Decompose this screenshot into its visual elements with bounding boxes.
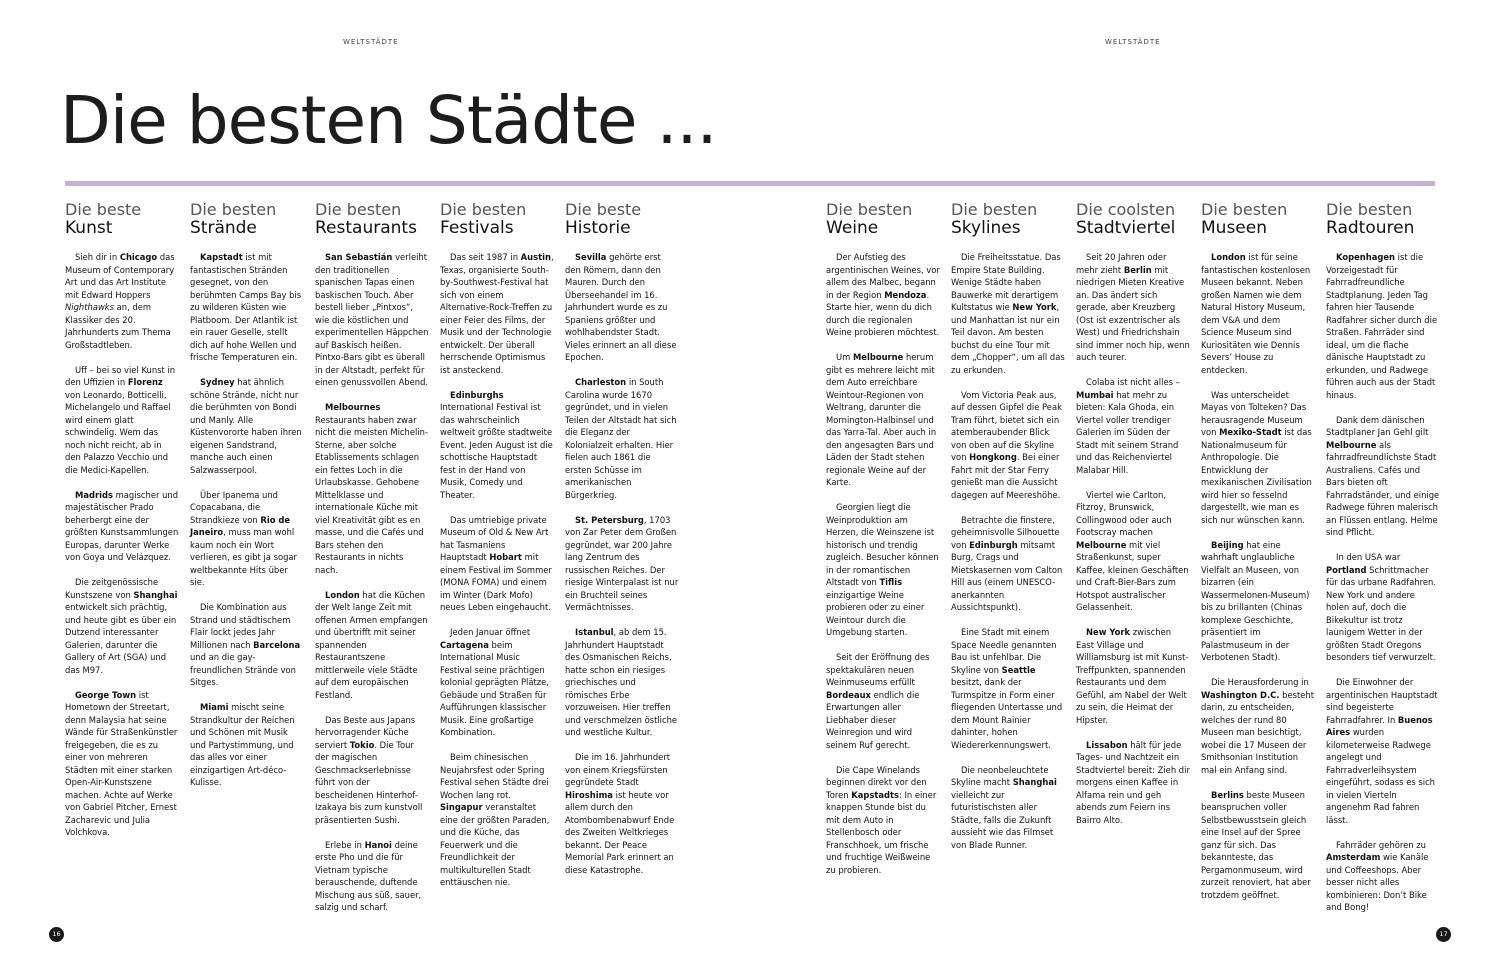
column-body <box>951 251 1065 851</box>
column-skylines <box>951 200 1065 864</box>
paragraph: Jeden Januar öffnet Cartagena beim International Music Festival seine prächtigen kolonial geprägten Plätze, Gebäude und Straßen für Aufführungen klassischer Musik. Eine großartige Kombination. <box>440 627 549 737</box>
heading-line1: Die beste <box>65 200 142 219</box>
paragraph: Das seit 1987 in Austin, Texas, organisierte South-by-Southwest-Festival hat sich von einem Alternative-Rock-Treffen zu einer Feier des Films, der Musik und der Technologie entwickelt. Der überall herrschende Optimismus ist ansteckend. <box>440 252 554 375</box>
paragraph: New York zwischen East Village und Williamsburg ist mit Kunst-Treffpunkten, spannenden Restaurants und dem Gefühl, am Nabel der Welt zu sein, die Heimat der Hipster. <box>1076 627 1189 725</box>
paragraph: Colaba ist nicht alles – Mumbai hat mehr zu bieten: Kala Ghoda, ein Viertel voller trendiger Galerien im Süden der Stadt mit seinem Strand und das Reichenviertel Malabar Hill. <box>1076 377 1180 475</box>
paragraph: Die zeitgenössische Kunstszene von Shanghai entwickelt sich prächtig, und heute gibt es über ein Dutzend interessanter Galerien, darunter die Gallery of Art (SGA) und das M97. <box>65 577 178 675</box>
heading-line1: Die besten <box>315 200 402 219</box>
column-weine <box>826 200 940 889</box>
running-head-right: WELTSTÄDTE <box>1105 38 1161 46</box>
paragraph: Berlins beste Museen beanspruchen voller Selbstbewusstsein gleich eine Insel auf der Spree ganz für sich. Das bekannteste, das Pergamonmuseum, wird zurzeit renoviert, hat aber trotzdem geöffnet. <box>1201 789 1311 900</box>
heading-line2: Kunst <box>65 218 113 238</box>
paragraph: Über Ipanema und Copacabana, die Strandkieze von Rio de Janeiro, muss man wohl kaum noch ein Wort verlieren, es gibt ja sogar weltbekannte Hits über sie. <box>190 489 297 587</box>
paragraph: Beijing hat eine wahrhaft unglaubliche Vielfalt an Museen, von bizarren (ein Wassermelonen-Museum) bis zu brillanten (Chinas komplexe Geschichte, präsentiert im Palastmuseum in der Verbotenen Stadt). <box>1201 539 1310 662</box>
heading-line1: Die besten <box>951 200 1038 219</box>
column-restaurants <box>315 200 429 926</box>
paragraph: Istanbul, ab dem 15. Jahrhundert Hauptstadt des Osmanischen Reichs, hatte schon ein riesiges griechisches und römisches Erbe vorzuweisen. Hier treffen und verschmelzen östliche und westliche Kultur. <box>565 627 678 737</box>
heading-line2: Stadtviertel <box>1076 218 1176 238</box>
paragraph: George Town ist Hometown der Streetart, denn Malaysia hat seine Wände für Straßenkünstler freigegeben, die es zu einer von mehreren Städten mit einer starken Open-Air-Kunstszene machen. Achte auf Werke von Gabriel Pitcher, Ernest Zacharevic und Julia Volchkova. <box>65 689 178 837</box>
column-body <box>1326 251 1440 914</box>
paragraph: Was unterscheidet Mayas von Tolteken? Das herausragende Museum von Mexiko-Stadt ist das Nationalmuseum für Anthropologie. Die Entwicklung der mexikanischen Zivilisation wird hier so fesselnd dargestellt, wie man es sich nur wünschen kann. <box>1201 389 1312 525</box>
heading-line2: Museen <box>1201 218 1267 238</box>
heading-line1: Die beste <box>565 200 642 219</box>
column-heading <box>565 200 679 238</box>
paragraph: Melbournes Restaurants haben zwar nicht die meisten Michelin-Sterne, aber solche Etablissements schlagen ein fettes Loch in die Urlaubskasse. Gehobene Mittelklasse und internationale Küche mit viel Kreativität gibt es en masse, und die Cafés und Bars stehen den Restaurants in nichts nach. <box>315 402 428 575</box>
heading-line2: Strände <box>190 218 257 238</box>
paragraph: Uff – bei so viel Kunst in den Uffizien in Florenz von Leonardo, Botticelli, Michelangelo und Raffael wird einem glatt schwindelig. Wem das noch nicht reicht, ab in den Palazzo Vecchio und die Medici-Kapellen. <box>65 364 176 475</box>
paragraph: Eine Stadt mit einem Space Needle genannten Bau ist unfehlbar. Die Skyline von Seattle besitzt, dank der Turmspitze in Form einer fliegenden Untertasse und dem Mount Rainier dahinter, hohen Wiedererkennungswert. <box>951 627 1063 750</box>
column-body <box>65 251 179 839</box>
heading-line1: Die besten <box>440 200 527 219</box>
paragraph: Kapstadt ist mit fantastischen Stränden gesegnet, von den berühmten Camps Bay bis zu wilderen Küsten wie Platboom. Der Atlantik ist ein rauer Geselle, stellt dich auf hohe Wellen und frische Temperaturen ein. <box>190 252 302 362</box>
column-straende <box>190 200 304 801</box>
heading-line2: Restaurants <box>315 218 417 238</box>
column-heading <box>826 200 940 238</box>
heading-line2: Radtouren <box>1326 218 1415 238</box>
column-body <box>1076 251 1190 826</box>
paragraph: Seit der Eröffnung des spektakulären neuen Weinmuseums erfüllt Bordeaux endlich die Erwartungen aller Liebhaber dieser Weinregion und wird seinem Ruf gerecht. <box>826 652 930 750</box>
column-body <box>1201 251 1315 901</box>
title-rule <box>65 181 1435 186</box>
paragraph: Beim chinesischen Neujahrsfest oder Spring Festival sehen Städte drei Wochen lang rot. Singapur veranstaltet eine der größten Paraden, und die Küche, das Feuerwerk und die Freundlichkeit der multikulturellen Stadt enttäuschen nie. <box>440 752 550 887</box>
page-number-left: 16 <box>49 927 64 942</box>
heading-line1: Die besten <box>1326 200 1413 219</box>
running-head-left: WELTSTÄDTE <box>343 38 399 46</box>
paragraph: Seit 20 Jahren oder mehr zieht Berlin mit niedrigen Mieten Kreative an. Das ändert sich gerade, aber Kreuzberg (Ost ist exzentrischer als West) und Friedrichshain sind immer noch hip, wenn auch teurer. <box>1076 252 1190 362</box>
paragraph: In den USA war Portland Schrittmacher für das urbane Radfahren. New York und andere holen auf, doch die Bikekultur ist trotz launigem Wetter in der größten Stadt Oregons besonders tief verwurzelt. <box>1326 552 1437 662</box>
column-body <box>315 251 429 914</box>
paragraph: Die neonbeleuchtete Skyline macht Shanghai vielleicht zur futuristischsten aller Städte, falls die Zukunft aussieht wie das Filmset von Blade Runner. <box>951 764 1057 850</box>
paragraph: Sieh dir in Chicago das Museum of Contemporary Art und das Art Institute mit Edward Hoppers Nighthawks an, dem Klassiker des 20. Jahrhunderts zum Thema Großstadtleben. <box>65 252 175 350</box>
paragraph: Charleston in South Carolina wurde 1670 gegründet, und in vielen Teilen der Altstadt hat sich die Eleganz der Kolonialzeit erhalten. Hier fielen auch 1861 die ersten Schüsse im amerikanischen Bürgerkrieg. <box>565 377 677 500</box>
heading-line2: Historie <box>565 218 631 238</box>
paragraph: St. Petersburg, 1703 von Zar Peter dem Großen gegründet, war 200 Jahre lang Zentrum des russischen Reiches. Der riesige Winterpalast ist nur ein Bruchteil seines Vermächtnisses. <box>565 514 679 612</box>
paragraph: Miami mischt seine Strandkultur der Reichen und Schönen mit Musik und Partystimmung, und das alles vor einer einzigartigen Art-déco-Kulisse. <box>190 702 295 787</box>
paragraph: Die Herausforderung in Washington D.C. besteht darin, zu entscheiden, welches der rund 80 Museen man besichtigt, wobei die 17 Museen der Smithsonian Institution mal ein Anfang sind. <box>1201 677 1314 775</box>
column-heading <box>951 200 1065 238</box>
paragraph: Das Beste aus Japans hervorragender Küche serviert Tokio. Die Tour der magischen Geschmackserlebnisse führt von der bescheidenen Hinterhof-Izakaya bis zum kunstvoll präsentierten Sushi. <box>315 714 423 825</box>
paragraph: Sydney hat ähnlich schöne Strände, nicht nur die berühmten von Bondi und Manly. Alle Küstenvororte haben ihren eigenen Sandstrand, manche auch einen Salzwasserpool. <box>190 377 302 475</box>
paragraph: Georgien liegt die Weinproduktion am Herzen, die Weinszene ist historisch und trendig zugleich. Besucher können in der romantischen Altstadt von Tiflis einzigartige Weine probieren oder zu einer Weintour durch die Umgebung starten. <box>826 502 939 637</box>
paragraph: Die Kombination aus Strand und städtischem Flair lockt jedes Jahr Millionen nach Barcelona und an die gay-freundlichen Strände von Sitges. <box>190 602 301 687</box>
column-heading <box>65 200 179 238</box>
heading-line1: Die coolsten <box>1076 200 1176 219</box>
paragraph: Kopenhagen ist die Vorzeigestadt für Fahrradfreundliche Stadtplanung. Jeden Tag fahren hier Tausende Radfahrer sicher durch die Straßen. Fahrräder sind ideal, um die flache dänische Hauptstadt zu erkunden, und Radwege führen auch aus der Stadt hinaus. <box>1326 252 1438 400</box>
column-heading <box>1326 200 1440 238</box>
column-historie <box>565 200 679 889</box>
heading-line2: Weine <box>826 218 879 238</box>
paragraph: Die Freiheitsstatue. Das Empire State Building. Wenige Städte haben Bauwerke mit derartigem Kultstatus wie New York, und Manhattan ist nur ein Teil davon. Am besten buchst du eine Tour mit dem „Chopper“, um all das zu erkunden. <box>951 252 1065 375</box>
column-heading <box>1201 200 1315 238</box>
paragraph: Die Cape Winelands beginnen direkt vor den Toren Kapstadts: In einer knappen Stunde bist du mit dem Auto in Stellenbosch oder Franschhoek, um frische und fruchtige Weißweine zu probieren. <box>826 764 937 875</box>
heading-line1: Die besten <box>190 200 277 219</box>
paragraph: Um Melbourne herum gibt es mehrere leicht mit dem Auto erreichbare Weintour-Regionen von Weltrang, darunter die Mornington-Halbinsel und das Yarra-Tal. Aber auch in den angesagten Bars und Läden der Stadt stehen regionale Weine auf der Karte. <box>826 352 937 487</box>
column-kunst <box>65 200 179 851</box>
paragraph: Madrids magischer und majestätischer Prado beherbergt eine der größten Kunstsammlungen Europas, darunter Werke von Goya und Velázquez. <box>65 489 179 562</box>
column-heading <box>440 200 554 238</box>
paragraph: Das umtriebige private Museum of Old & New Art hat Tasmaniens Hauptstadt Hobart mit einem Festival im Sommer (MONA FOMA) und einem im Winter (Dark Mofo) neues Leben eingehaucht. <box>440 514 552 612</box>
paragraph: Die im 16. Jahrhundert von einem Kriegsfürsten gegründete Stadt Hiroshima ist heute vor allem durch den Atombombenabwurf Ende des Zweiten Weltkrieges bekannt. Der Peace Memorial Park erinnert an diese Katastrophe. <box>565 752 675 875</box>
column-body <box>826 251 940 876</box>
heading-line1: Die besten <box>826 200 913 219</box>
column-heading <box>1076 200 1190 238</box>
page-number-right: 17 <box>1436 927 1451 942</box>
column-festivals <box>440 200 554 901</box>
paragraph: Lissabon hält für jede Tages- und Nachtzeit ein Stadtviertel bereit: Zieh dir morgens einen Kaffee in Alfama rein und geh abends zum Feiern ins Bairro Alto. <box>1076 739 1190 825</box>
paragraph: Dank dem dänischen Stadtplaner Jan Gehl gilt Melbourne als fahrradfreundlichste Stadt Australiens. Cafés und Bars bieten oft Fahrradständer, und einige Radwege führen malerisch an Flüssen entlang. Helme sind Pflicht. <box>1326 414 1440 537</box>
paragraph: Viertel wie Carlton, Fitzroy, Brunswick, Collingwood oder auch Footscray machen Melbourne mit viel Straßenkunst, super Kaffee, kleinen Geschäften und Craft-Bier-Bars zum Hotspot australischer Gelassenheit. <box>1076 489 1189 612</box>
heading-line2: Skylines <box>951 218 1021 238</box>
column-body <box>565 251 679 876</box>
paragraph: Der Aufstieg des argentinischen Weines, vor allem des Malbec, begann in der Region Mendoza. Starte hier, wenn du dich durch die regionalen Weine probieren möchtest. <box>826 252 940 337</box>
paragraph: Die Einwohner der argentinischen Hauptstadt sind begeisterte Fahrradfahrer. In Buenos Aires wurden kilometerweise Radwege angelegt und Fahrradverleihsystem eingeführt, sodass es sich in vielen Vierteln angenehm Rad fahren lässt. <box>1326 677 1438 825</box>
paragraph: London hat die Küchen der Welt lange Zeit mit offenen Armen empfangen und übertrifft mit seiner spannenden Restaurantszene mittlerweile viele Städte auf dem europäischen Festland. <box>315 589 428 700</box>
column-body <box>440 251 554 889</box>
column-heading <box>190 200 304 238</box>
paragraph: Betrachte die finstere, geheimnisvolle Silhouette von Edinburgh mitsamt Burg, Crags und Mietskasernen vom Calton Hill aus (einem UNESCO-anerkannten Aussichtspunkt). <box>951 514 1063 612</box>
column-heading <box>315 200 429 238</box>
column-stadtviertel <box>1076 200 1190 839</box>
paragraph: Sevilla gehörte erst den Römern, dann den Mauren. Durch den Überseehandel im 16. Jahrhundert wurde es zu Spaniens größter und wohlhabendster Stadt. Vieles erinnert an all diese Epochen. <box>565 252 677 362</box>
paragraph: Erlebe in Hanoi deine erste Pho und die für Vietnam typische berauschende, duftende Mischung aus süß, sauer, salzig und scharf. <box>315 839 422 912</box>
heading-line2: Festivals <box>440 218 514 238</box>
paragraph: Vom Victoria Peak aus, auf dessen Gipfel die Peak Tram führt, bietet sich ein atemberaubender Blick von oben auf die Skyline von Hongkong. Bei einer Fahrt mit der Star Ferry genießt man die Aussicht dagegen auf Meereshöhe. <box>951 389 1062 500</box>
heading-line1: Die besten <box>1201 200 1288 219</box>
paragraph: Edinburghs International Festival ist das wahrscheinlich weltweit größte stadtweite Event. Jeden August ist die schottische Hauptstadt fest in der Hand von Musik, Comedy und Theater. <box>440 389 553 500</box>
paragraph: London ist für seine fantastischen kostenlosen Museen bekannt. Neben großen Namen wie dem Natural History Museum, dem V&A und dem Science Museum sind Kuriositäten wie Dennis Severs’ House zu entdecken. <box>1201 252 1311 375</box>
column-body <box>190 251 304 789</box>
column-museen <box>1201 200 1315 914</box>
page-title: Die besten Städte ... <box>60 82 717 159</box>
paragraph: San Sebastián verleiht den traditionellen spanischen Tapas einen baskischen Touch. Aber bestell lieber „Pintxos“, wie die köstlichen und experimentellen Häppchen auf Baskisch heißen. Pintxo-Bars gibt es überall in der Altstadt, perfekt für einen genussvollen Abend. <box>315 252 429 387</box>
column-radtouren <box>1326 200 1440 926</box>
paragraph: Fahrräder gehören zu Amsterdam wie Kanäle und Coffeeshops. Aber besser nicht alles kombinieren: Don’t Bike and Bong! <box>1326 839 1429 912</box>
